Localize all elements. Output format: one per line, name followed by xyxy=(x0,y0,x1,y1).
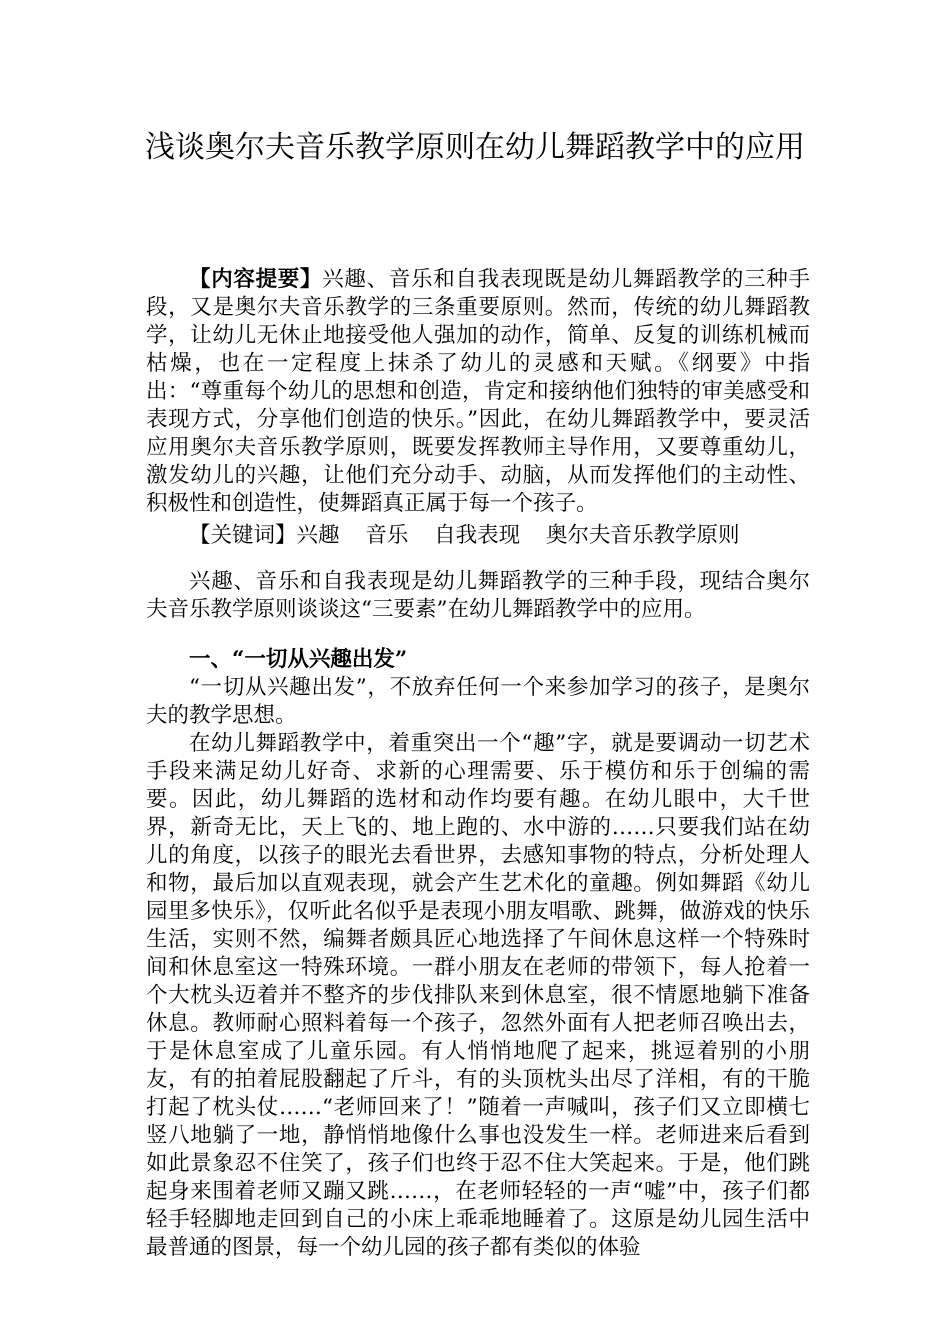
keywords-paragraph xyxy=(146,522,810,550)
keywords-label: 【关键词】 xyxy=(189,523,297,548)
abstract-paragraph xyxy=(146,266,810,518)
keyword-item: 音乐 xyxy=(365,523,409,548)
abstract-block xyxy=(146,266,810,518)
intro-block xyxy=(146,568,810,624)
keyword-item: 自我表现 xyxy=(434,523,521,548)
section-1-paragraph: 在幼儿舞蹈教学中，着重突出一个“趣”字，就是要调动一切艺术手段来满足幼儿好奇、求新的心理需要、乐于模仿和乐于创编的需要。因此，幼儿舞蹈的选材和动作均要有趣。在幼儿眼中，大千世界，新奇无比，天上飞的、地上跑的、水中游的……只要我们站在幼儿的角度，以孩子的眼光去看世界，去感知事物的特点，分析处理人和物，最后加以直观表现，就会产生艺术化的童趣。例如舞蹈《幼儿园里多快乐》，仅听此名似乎是表现小朋友唱歌、跳舞，做游戏的快乐生活，实则不然，编舞者颇具匠心地选择了午间休息这样一个特殊时间和休息室这一特殊环境。一群小朋友在老师的带领下，每人抢着一个大枕头迈着并不整齐的步伐排队来到休息室，很不情愿地躺下准备休息。教师耐心照料着每一个孩子，忽然外面有人把老师召唤出去，于是休息室成了儿童乐园。有人悄悄地爬了起来，挑逗着别的小朋友，有的拍着屁股翻起了斤斗，有的头顶枕头出尽了洋相，有的干脆打起了枕头仗……“老师回来了！”随着一声喊叫，孩子们又立即横七竖八地躺了一地，静悄悄地像什么事也没发生一样。老师进来后看到如此景象忍不住笑了，孩子们也终于忍不住大笑起来。于是，他们跳起身来围着老师又蹦又跳……，在老师轻轻的一声“嘘”中，孩子们都轻手轻脚地走回到自己的小床上乖乖地睡着了。这原是幼儿园生活中最普通的图景，每一个幼儿园的孩子都有类似的体验 xyxy=(146,731,810,1260)
abstract-label: 【内容提要】 xyxy=(189,267,323,292)
intro-paragraph: 兴趣、音乐和自我表现是幼儿舞蹈教学的三种手段，现结合奥尔夫音乐教学原则谈谈这“三要素”在幼儿舞蹈教学中的应用。 xyxy=(146,569,810,622)
section-1 xyxy=(146,646,810,1262)
keyword-item: 奥尔夫音乐教学原则 xyxy=(545,523,740,548)
section-1-heading: 一、“一切从兴趣出发” xyxy=(189,647,408,672)
abstract-text: 兴趣、音乐和自我表现既是幼儿舞蹈教学的三种手段，又是奥尔夫音乐教学的三条重要原则。然而，传统的幼儿舞蹈教学，让幼儿无休止地接受他人强加的动作，简单、反复的训练机械而枯燥，也在一定程度上抹杀了幼儿的灵感和天赋。《纲要》中指出：“尊重每个幼儿的思想和创造，肯定和接纳他们独特的审美感受和表现方式，分享他们创造的快乐。”因此，在幼儿舞蹈教学中，要灵活应用奥尔夫音乐教学原则，既要发挥教师主导作用，又要尊重幼儿，激发幼儿的兴趣，让他们充分动手、动脑，从而发挥他们的主动性、积极性和创造性，使舞蹈真正属于每一个孩子。 xyxy=(146,267,810,516)
section-1-paragraph: “一切从兴趣出发”，不放弃任何一个来参加学习的孩子，是奥尔夫的教学思想。 xyxy=(146,675,810,728)
keywords-block xyxy=(146,522,810,550)
document-title: 浅谈奥尔夫音乐教学原则在幼儿舞蹈教学中的应用 xyxy=(145,130,805,165)
keyword-item: 兴趣 xyxy=(296,523,340,548)
